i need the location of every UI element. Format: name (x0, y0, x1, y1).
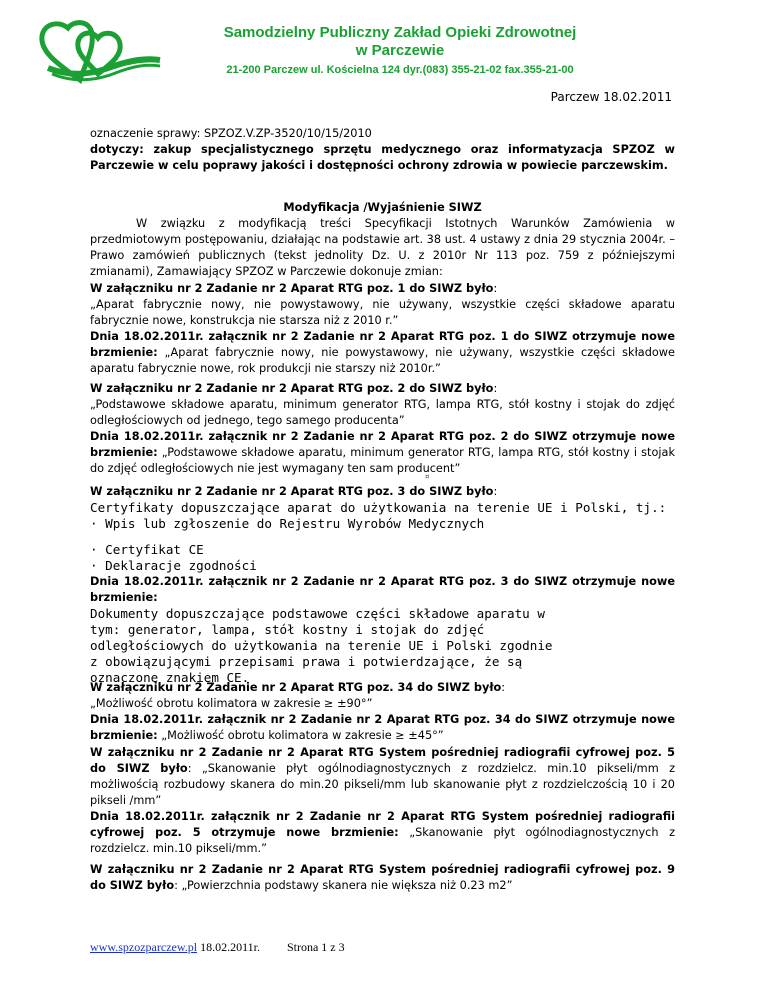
mod-5-was-head: W załączniku nr 2 Zadanie nr 2 Aparat RTG System pośredniej radiografii cyfrowej poz. 5 do SIWZ było (90, 746, 675, 775)
mod-4: W załączniku nr 2 Zadanie nr 2 Aparat RTG poz. 34 do SIWZ było: „Możliwość obrotu kolimatora w zakresie ≥ ±90°” Dnia 18.02.2011r. załącznik nr 2 Zadanie nr 2 Aparat RTG poz. 34 do SIWZ otrzymuje nowe brzmienie: „Możliwość obrotu kolimatora w zakresie ≥ ±45°” (90, 681, 675, 742)
mod-6-was-head: W załączniku nr 2 Zadanie nr 2 Aparat RTG System pośredniej radiografii cyfrowej poz. 9 do SIWZ było (90, 863, 675, 892)
mod-3-was-line-2: · Wpis lub zgłoszenie do Rejestru Wyrobów Medycznych (90, 516, 485, 531)
mod-5-now-head: Dnia 18.02.2011r. załącznik nr 2 Zadanie nr 2 Aparat RTG System pośredniej radiografii cyfrowej poz. 5 otrzymuje nowe brzmienie: (90, 810, 675, 839)
case-block (90, 126, 675, 174)
mod-6-was-text: „Powierzchnia podstawy skanera nie większa niż 0.23 m2” (177, 879, 513, 892)
org-address: 21-200 Parczew ul. Kościelna 124 dyr.(083) 355-21-02 fax.355-21-00 (226, 64, 574, 76)
small-mark-icon: ¤ (425, 473, 430, 481)
mod-1-was-head: W załączniku nr 2 Zadanie nr 2 Aparat RTG poz. 1 do SIWZ było (90, 282, 494, 295)
mod-4-now-text: „Możliwość obrotu kolimatora w zakresie ≥ ±45°” (157, 729, 444, 742)
mod-3-now-text: Dokumenty dopuszczające podstawowe części składowe aparatu w tym: generator, lampa, stół kostny i stojak do zdjęć odległościowych do użytkowania na terenie UE i Polski zgodnie z obowiązującymi przepisami prawa i potwierdzające, że są oznaczone znakiem CE. (90, 606, 553, 685)
mod-5-now-text: „Skanowanie płyt ogólnodiagnostycznych z rozdzielcz. min.10 pikseli/mm.” (90, 826, 675, 855)
mod-5: W załączniku nr 2 Zadanie nr 2 Aparat RTG System pośredniej radiografii cyfrowej poz. 5 do SIWZ było: „Skanowanie płyt ogólnodiagnostycznych z rozdzielcz. min.10 pikseli/mm z możliwością rozbudowy skanera do min.20 pikseli/mm lub skanowanie płyt z rozdzielczością 10 i 20 pikseli /mm” Dnia 18.02.2011r. załącznik nr 2 Zadanie nr 2 Aparat RTG System pośredniej radiografii cyfrowej poz. 5 otrzymuje nowe brzmienie: „Skanowanie płyt ogólnodiagnostycznych z rozdzielcz. min.10 pikseli/mm.” (90, 746, 675, 855)
mod-4-now-head: Dnia 18.02.2011r. załącznik nr 2 Zadanie nr 2 Aparat RTG poz. 34 do SIWZ otrzymuje nowe brzmienie: (90, 713, 675, 742)
mod-1-was-text: „Aparat fabrycznie nowy, nie powystawowy, nie używany, wszystkie części składowe aparatu fabrycznie nowe, konstrukcja nie starsza niż z 2010 r.” (90, 298, 675, 327)
org-name: Samodzielny Publiczny Zakład Opieki Zdrowotnej (223, 24, 577, 41)
intro-heading: Modyfikacja /Wyjaśnienie SIWZ (283, 201, 482, 214)
mod-1-now-text: „Aparat fabrycznie nowy, nie powystawowy, nie używany, wszystkie części składowe aparatu fabrycznie nowe, rok produkcji nie starszy niż 2010r.” (90, 346, 675, 375)
mod-2: W załączniku nr 2 Zadanie nr 2 Aparat RTG poz. 2 do SIWZ było: „Podstawowe składowe aparatu, minimum generator RTG, lampa RTG, stół kostny i stojak do zdjęć odległościowych od jednego, tego samego producenta” Dnia 18.02.2011r. załącznik nr 2 Zadanie nr 2 Aparat RTG poz. 2 do SIWZ otrzymuje nowe brzmienie: „Podstawowe składowe aparatu, minimum generator RTG, lampa RTG, stół kostny i stojak do zdjęć odległościowych nie jest wymagany ten sam producent” (90, 382, 675, 475)
mod-2-was-text: „Podstawowe składowe aparatu, minimum generator RTG, lampa RTG, stół kostny i stojak do zdjęć odległościowych od jednego, tego samego producenta” (90, 398, 675, 427)
mod-2-was-head: W załączniku nr 2 Zadanie nr 2 Aparat RTG poz. 2 do SIWZ było (90, 382, 494, 395)
footer-date: 18.02.2011r. (200, 940, 260, 954)
mod-6: W załączniku nr 2 Zadanie nr 2 Aparat RTG System pośredniej radiografii cyfrowej poz. 9 do SIWZ było: „Powierzchnia podstawy skanera nie większa niż 0.23 m2” (90, 863, 675, 892)
mod-4-was-head: W załączniku nr 2 Zadanie nr 2 Aparat RTG poz. 34 do SIWZ było (90, 681, 502, 694)
mod-3-was-line-3: · Certyfikat CE (90, 542, 204, 557)
intro-block (90, 200, 675, 280)
mod-3-was-line-4: · Deklaracje zgodności (90, 558, 257, 573)
footer-website-link[interactable]: www.spzozparczew.pl (90, 940, 198, 954)
page-footer (90, 940, 345, 955)
mod-1: W załączniku nr 2 Zadanie nr 2 Aparat RTG poz. 1 do SIWZ było: „Aparat fabrycznie nowy, nie powystawowy, nie używany, wszystkie części składowe aparatu fabrycznie nowe, konstrukcja nie starsza niż z 2010 r.” Dnia 18.02.2011r. załącznik nr 2 Zadanie nr 2 Aparat RTG poz. 1 do SIWZ otrzymuje nowe brzmienie: „Aparat fabrycznie nowy, nie powystawowy, nie używany, wszystkie części składowe aparatu fabrycznie nowe, rok produkcji nie starszy niż 2010r.” (90, 282, 675, 375)
mod-3-now-head: Dnia 18.02.2011r. załącznik nr 2 Zadanie nr 2 Aparat RTG poz. 3 do SIWZ otrzymuje nowe brzmienie: (90, 575, 675, 604)
document-date: Parczew 18.02.2011 (550, 90, 672, 104)
mod-3-was-head: W załączniku nr 2 Zadanie nr 2 Aparat RTG poz. 3 do SIWZ było (90, 485, 494, 498)
case-subject: dotyczy: zakup specjalistycznego sprzętu medycznego oraz informatyzacja SPZOZ w Parczewie w celu poprawy jakości i dostępności ochrony zdrowia w powiecie parczewskim. (90, 143, 675, 172)
case-ref: oznaczenie sprawy: SPZOZ.V.ZP-3520/10/15/2010 (90, 127, 372, 140)
mod-5-was-text: „Skanowanie płyt ogólnodiagnostycznych z rozdzielcz. min.10 pikseli/mm z możliwością rozbudowy skanera do min.20 pikseli/mm lub skanowanie płyt z rozdzielczością 10 i 20 pikseli /mm” (90, 762, 675, 807)
mod-2-now-head: Dnia 18.02.2011r. załącznik nr 2 Zadanie nr 2 Aparat RTG poz. 2 do SIWZ otrzymuje nowe brzmienie: (90, 430, 675, 459)
mod-1-now-head: Dnia 18.02.2011r. załącznik nr 2 Zadanie nr 2 Aparat RTG poz. 1 do SIWZ otrzymuje nowe brzmienie: (90, 330, 675, 359)
footer-page-number: Strona 1 z 3 (286, 940, 345, 954)
mod-3: W załączniku nr 2 Zadanie nr 2 Aparat RTG poz. 3 do SIWZ było: Certyfikaty dopuszczające aparat do użytkowania na terenie UE i Polski, tj.: · Wpis lub zgłoszenie do Rejestru Wyrobów Medycznych · Certyfikat CE · Deklaracje zgodności Dnia 18.02.2011r. załącznik nr 2 Zadanie nr 2 Aparat RTG poz. 3 do SIWZ otrzymuje nowe brzmienie: Dokumenty dopuszczające podstawowe części składowe aparatu w tym: generator, lampa, stół kostny i stojak do zdjęć odległościowych do użytkowania na terenie UE i Polski zgodnie z obowiązującymi przepisami prawa i potwierdzające, że są oznaczone znakiem CE. (90, 485, 675, 685)
mod-2-now-text: „Podstawowe składowe aparatu, minimum generator RTG, lampa RTG, stół kostny i stojak do zdjęć odległościowych nie jest wymagany ten sam producent” (90, 446, 675, 475)
mod-3-was-line-1: Certyfikaty dopuszczające aparat do użytkowania na terenie UE i Polski, tj.: (90, 500, 667, 515)
org-city: w Parczewie (355, 42, 445, 59)
mod-4-was-text: „Możliwość obrotu kolimatora w zakresie ≥ ±90°” (90, 697, 373, 710)
intro-text: W związku z modyfikacją treści Specyfikacji Istotnych Warunków Zamówienia w przedmiotowym postępowaniu, działając na podstawie art. 38 ust. 4 ustawy z dnia 29 stycznia 2004r. – Prawo zamówień publicznych (tekst jednolity Dz. U. z 2010r Nr 113 poz. 759 z późniejszymi zmianami), Zamawiający SPZOZ w Parczewie dokonuje zmian: (90, 217, 675, 278)
